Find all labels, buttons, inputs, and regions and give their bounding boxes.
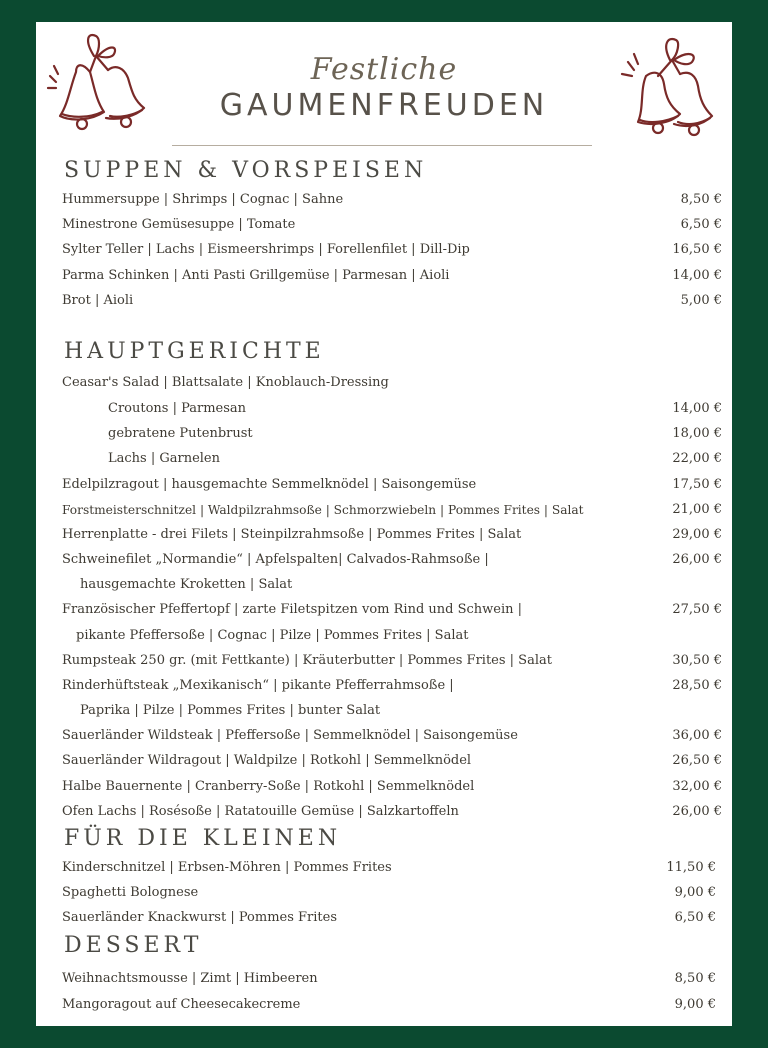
item-price: 11,50 € xyxy=(666,860,716,875)
menu-item xyxy=(62,474,722,496)
menu-title-script: Festliche xyxy=(310,52,458,87)
menu-card xyxy=(36,22,732,1026)
menu-item xyxy=(62,214,722,236)
item-name: Paprika | Pilze | Pommes Frites | bunter Salat xyxy=(80,703,381,718)
item-price: 26,00 € xyxy=(672,552,722,567)
item-name: Lachs | Garnelen xyxy=(108,451,220,466)
christmas-bells-icon xyxy=(608,32,728,142)
item-name: Mangoragout auf Cheesecakecreme xyxy=(62,997,301,1012)
menu-item xyxy=(62,725,722,747)
item-price: 26,00 € xyxy=(672,804,722,819)
item-price: 27,50 € xyxy=(672,602,722,617)
item-name: Herrenplatte - drei Filets | Steinpilzrahmsoße | Pommes Frites | Salat xyxy=(62,527,522,542)
menu-item xyxy=(62,650,722,672)
menu-item xyxy=(62,750,722,772)
menu-item xyxy=(62,448,722,470)
menu-item xyxy=(62,599,722,621)
menu-item xyxy=(62,625,722,647)
item-name: Sylter Teller | Lachs | Eismeershrimps | Forellenfilet | Dill-Dip xyxy=(62,242,470,257)
item-price: 14,00 € xyxy=(672,268,722,283)
item-price: 6,50 € xyxy=(680,217,722,232)
menu-item xyxy=(62,776,722,798)
item-price: 8,50 € xyxy=(680,192,722,207)
item-name: Sauerländer Wildragout | Waldpilze | Rotkohl | Semmelknödel xyxy=(62,753,472,768)
item-name: Ceasar's Salad | Blattsalate | Knoblauch-Dressing xyxy=(62,375,389,390)
item-price: 14,00 € xyxy=(672,401,722,416)
menu-item xyxy=(62,372,722,394)
item-price: 22,00 € xyxy=(672,451,722,466)
item-name: Spaghetti Bolognese xyxy=(62,885,199,900)
menu-item xyxy=(62,189,722,211)
section-title-suppen: SUPPEN & VORSPEISEN xyxy=(64,158,428,183)
menu-item xyxy=(62,675,722,697)
menu-item xyxy=(62,574,722,596)
section-title-dessert: DESSERT xyxy=(64,933,203,958)
menu-item xyxy=(62,398,722,420)
menu-item xyxy=(62,290,722,312)
item-name: Halbe Bauernente | Cranberry-Soße | Rotkohl | Semmelknödel xyxy=(62,779,475,794)
item-price: 21,00 € xyxy=(672,502,722,517)
item-price: 29,00 € xyxy=(672,527,722,542)
item-price: 26,50 € xyxy=(672,753,722,768)
item-price: 9,00 € xyxy=(674,997,716,1012)
item-name: Brot | Aioli xyxy=(62,293,134,308)
menu-item xyxy=(62,499,722,521)
menu-item xyxy=(62,423,722,445)
item-price: 36,00 € xyxy=(672,728,722,743)
item-name: hausgemachte Kroketten | Salat xyxy=(80,577,293,592)
item-name: Sauerländer Knackwurst | Pommes Frites xyxy=(62,910,338,925)
item-name: Minestrone Gemüsesuppe | Tomate xyxy=(62,217,296,232)
item-name: Rinderhüftsteak „Mexikanisch“ | pikante Pfefferrahmsoße | xyxy=(62,678,454,693)
item-name: Kinderschnitzel | Erbsen-Möhren | Pommes Frites xyxy=(62,860,392,875)
menu-item xyxy=(62,239,722,261)
item-name: Sauerländer Wildsteak | Pfeffersoße | Semmelknödel | Saisongemüse xyxy=(62,728,518,743)
item-price: 5,00 € xyxy=(680,293,722,308)
item-price: 8,50 € xyxy=(674,971,716,986)
menu-item xyxy=(62,549,722,571)
item-name: Croutons | Parmesan xyxy=(108,401,247,416)
item-price: 28,50 € xyxy=(672,678,722,693)
item-name: Parma Schinken | Anti Pasti Grillgemüse | Parmesan | Aioli xyxy=(62,268,450,283)
item-name: Ofen Lachs | Rosésoße | Ratatouille Gemüse | Salzkartoffeln xyxy=(62,804,459,819)
item-name: Rumpsteak 250 gr. (mit Fettkante) | Kräuterbutter | Pommes Frites | Salat xyxy=(62,653,552,668)
item-name: Weihnachtsmousse | Zimt | Himbeeren xyxy=(62,971,318,986)
menu-title: GAUMENFREUDEN xyxy=(219,88,549,123)
menu-item xyxy=(62,994,716,1016)
menu-item xyxy=(62,857,716,879)
item-name: Französischer Pfeffertopf | zarte Filetspitzen vom Rind und Schwein | xyxy=(62,602,523,617)
menu-item xyxy=(62,882,716,904)
menu-item xyxy=(62,907,716,929)
item-price: 6,50 € xyxy=(674,910,716,925)
menu-item xyxy=(62,265,722,287)
section-title-hauptgerichte: HAUPTGERICHTE xyxy=(64,339,325,364)
item-name: gebratene Putenbrust xyxy=(108,426,253,441)
item-price: 32,00 € xyxy=(672,779,722,794)
item-name: Edelpilzragout | hausgemachte Semmelknödel | Saisongemüse xyxy=(62,477,477,492)
menu-item xyxy=(62,968,716,990)
item-name: Schweinefilet „Normandie“ | Apfelspalten| Calvados-Rahmsoße | xyxy=(62,552,489,567)
menu-item xyxy=(62,700,722,722)
item-price: 9,00 € xyxy=(674,885,716,900)
item-price: 18,00 € xyxy=(672,426,722,441)
title-divider xyxy=(172,145,592,146)
menu-item xyxy=(62,524,722,546)
item-name: Hummersuppe | Shrimps | Cognac | Sahne xyxy=(62,192,344,207)
item-price: 30,50 € xyxy=(672,653,722,668)
item-price: 17,50 € xyxy=(672,477,722,492)
section-title-kinder: FÜR DIE KLEINEN xyxy=(64,826,342,851)
menu-item xyxy=(62,801,722,823)
item-name: Forstmeisterschnitzel | Waldpilzrahmsoße | Schmorzwiebeln | Pommes Frites | Salat xyxy=(62,503,584,517)
item-name: pikante Pfeffersoße | Cognac | Pilze | Pommes Frites | Salat xyxy=(76,628,469,643)
item-price: 16,50 € xyxy=(672,242,722,257)
